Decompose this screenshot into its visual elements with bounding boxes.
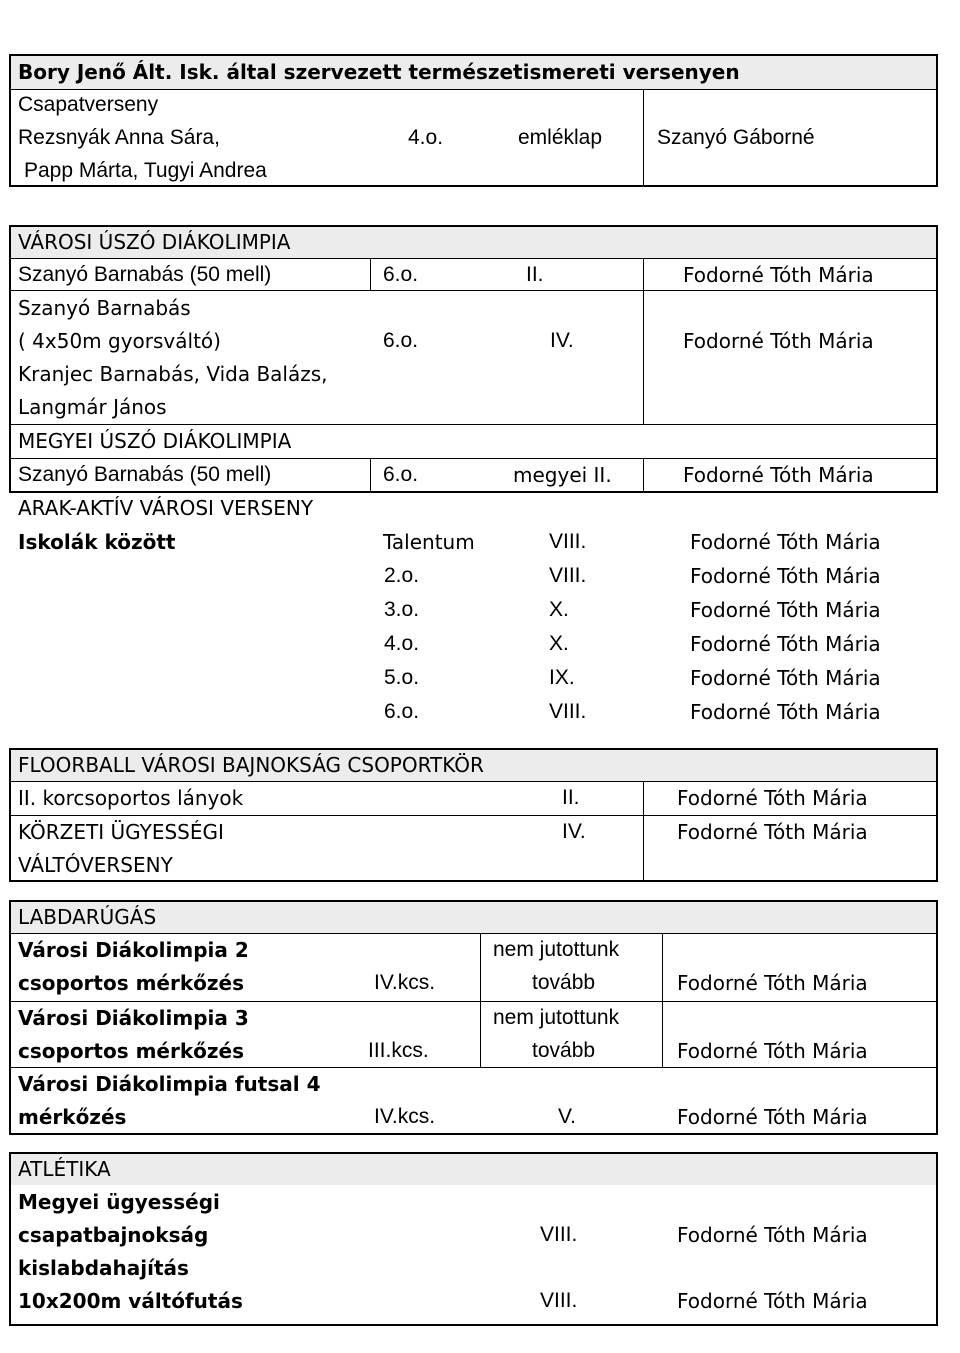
place: X. bbox=[549, 598, 569, 621]
grade: 6.o. bbox=[383, 463, 419, 486]
athletics-event-line-1: Megyei ügyességi bbox=[18, 1190, 220, 1214]
grade: 5.o. bbox=[384, 666, 420, 689]
athletics-title: ATLÉTIKA bbox=[18, 1157, 111, 1181]
match-line-1: Városi Diákolimpia futsal 4 bbox=[18, 1072, 321, 1096]
swim-city-title: VÁROSI ÚSZÓ DIÁKOLIMPIA bbox=[18, 230, 291, 254]
age-group: IV.kcs. bbox=[374, 971, 436, 994]
place: VIII. bbox=[540, 1223, 578, 1246]
match-line-2: csoportos mérkőzés bbox=[18, 1039, 245, 1063]
grade: 6.o. bbox=[383, 263, 419, 286]
teacher: Fodorné Tóth Mária bbox=[683, 329, 874, 353]
relay-line-2: ( 4x50m gyorsváltó) bbox=[18, 329, 221, 353]
section-bory-title: Bory Jenő Ált. Isk. által szervezett természetismereti versenyen bbox=[18, 60, 740, 84]
divider bbox=[9, 89, 938, 90]
teacher: Fodorné Tóth Mária bbox=[690, 666, 881, 690]
teacher: Fodorné Tóth Mária bbox=[677, 971, 868, 995]
divider bbox=[643, 258, 644, 424]
divider bbox=[9, 458, 938, 459]
teacher: Fodorné Tóth Mária bbox=[690, 598, 881, 622]
result: V. bbox=[558, 1105, 576, 1128]
swimmer-name: Szanyó Barnabás (50 mell) bbox=[18, 463, 272, 486]
teacher: Fodorné Tóth Mária bbox=[683, 463, 874, 487]
teacher: Fodorné Tóth Mária bbox=[690, 564, 881, 588]
result-line-1: nem jutottunk bbox=[493, 1006, 620, 1029]
teacher: Fodorné Tóth Mária bbox=[677, 1105, 868, 1129]
place: IV. bbox=[562, 820, 586, 843]
teacher: Fodorné Tóth Mária bbox=[690, 632, 881, 656]
match-line-2: mérkőzés bbox=[18, 1105, 127, 1129]
arak-label: Iskolák között bbox=[18, 530, 176, 554]
divider bbox=[9, 815, 938, 816]
athletics-event-line-3: kislabdahajítás bbox=[18, 1256, 189, 1280]
result-line-1: nem jutottunk bbox=[493, 938, 620, 961]
divider bbox=[480, 933, 481, 1067]
match-line-2: csoportos mérkőzés bbox=[18, 971, 245, 995]
teacher: Fodorné Tóth Mária bbox=[683, 263, 874, 287]
arak-title: ARAK-AKTÍV VÁROSI VERSENY bbox=[18, 496, 314, 520]
swim-county-title: MEGYEI ÚSZÓ DIÁKOLIMPIA bbox=[18, 429, 292, 453]
place: VIII. bbox=[549, 564, 587, 587]
swimmer-name: Szanyó Barnabás (50 mell) bbox=[18, 263, 272, 286]
place: IX. bbox=[549, 666, 575, 689]
age-group: IV.kcs. bbox=[374, 1105, 436, 1128]
teacher: Fodorné Tóth Mária bbox=[677, 1289, 868, 1313]
grade: 2.o. bbox=[384, 564, 420, 587]
grade: Talentum bbox=[383, 530, 475, 554]
place: VIII. bbox=[549, 530, 587, 553]
place: megyei II. bbox=[513, 463, 612, 487]
athletics-event-relay: 10x200m váltófutás bbox=[18, 1289, 243, 1313]
result-line-2: tovább bbox=[532, 971, 596, 994]
grade: 4.o. bbox=[384, 632, 420, 655]
team-label: Csapatverseny bbox=[18, 93, 159, 116]
relay-line-3: Kranjec Barnabás, Vida Balázs, bbox=[18, 362, 328, 386]
floorball-team: II. korcsoportos lányok bbox=[18, 786, 244, 810]
teacher: Fodorné Tóth Mária bbox=[677, 1223, 868, 1247]
match-line-1: Városi Diákolimpia 2 bbox=[18, 938, 249, 962]
divider bbox=[662, 933, 663, 1067]
teacher: Fodorné Tóth Mária bbox=[690, 700, 881, 724]
divider bbox=[370, 458, 371, 493]
result: emléklap bbox=[518, 126, 603, 149]
divider bbox=[370, 258, 371, 290]
grade: 6.o. bbox=[384, 700, 420, 723]
teacher: Fodorné Tóth Mária bbox=[677, 820, 868, 844]
grade: 4.o. bbox=[408, 126, 444, 149]
relay-line-4: Langmár János bbox=[18, 395, 167, 419]
athletics-event-line-2: csapatbajnokság bbox=[18, 1223, 209, 1247]
teacher: Fodorné Tóth Mária bbox=[677, 1039, 868, 1063]
relay-event-line-1: KÖRZETI ÜGYESSÉGI bbox=[18, 820, 224, 844]
relay-line-1: Szanyó Barnabás bbox=[18, 296, 191, 320]
teacher: Fodorné Tóth Mária bbox=[677, 786, 868, 810]
grade: 3.o. bbox=[384, 598, 420, 621]
divider bbox=[9, 258, 938, 259]
grade: 6.o. bbox=[383, 329, 419, 352]
divider bbox=[9, 1001, 938, 1002]
football-title: LABDARÚGÁS bbox=[18, 905, 157, 929]
divider bbox=[9, 781, 938, 782]
place: II. bbox=[526, 263, 544, 286]
place: X. bbox=[549, 632, 569, 655]
teacher: Szanyó Gáborné bbox=[657, 126, 815, 149]
divider bbox=[643, 89, 644, 187]
match-line-1: Városi Diákolimpia 3 bbox=[18, 1006, 249, 1030]
floorball-title: FLOORBALL VÁROSI BAJNOKSÁG CSOPORTKÖR bbox=[18, 753, 484, 777]
place: VIII. bbox=[549, 700, 587, 723]
divider bbox=[9, 424, 938, 425]
divider bbox=[9, 1067, 938, 1068]
divider bbox=[9, 290, 938, 291]
divider bbox=[643, 458, 644, 493]
relay-event-line-2: VÁLTÓVERSENY bbox=[18, 853, 173, 877]
team-members-1: Rezsnyák Anna Sára, bbox=[18, 126, 220, 149]
place: IV. bbox=[550, 329, 574, 352]
divider bbox=[643, 781, 644, 882]
athletics-header-bg bbox=[11, 1154, 936, 1185]
place: VIII. bbox=[540, 1289, 578, 1312]
result-line-2: tovább bbox=[532, 1039, 596, 1062]
divider bbox=[9, 933, 938, 934]
teacher: Fodorné Tóth Mária bbox=[690, 530, 881, 554]
team-members-2: Papp Márta, Tugyi Andrea bbox=[24, 159, 267, 182]
place: II. bbox=[562, 786, 580, 809]
age-group: III.kcs. bbox=[368, 1039, 429, 1062]
